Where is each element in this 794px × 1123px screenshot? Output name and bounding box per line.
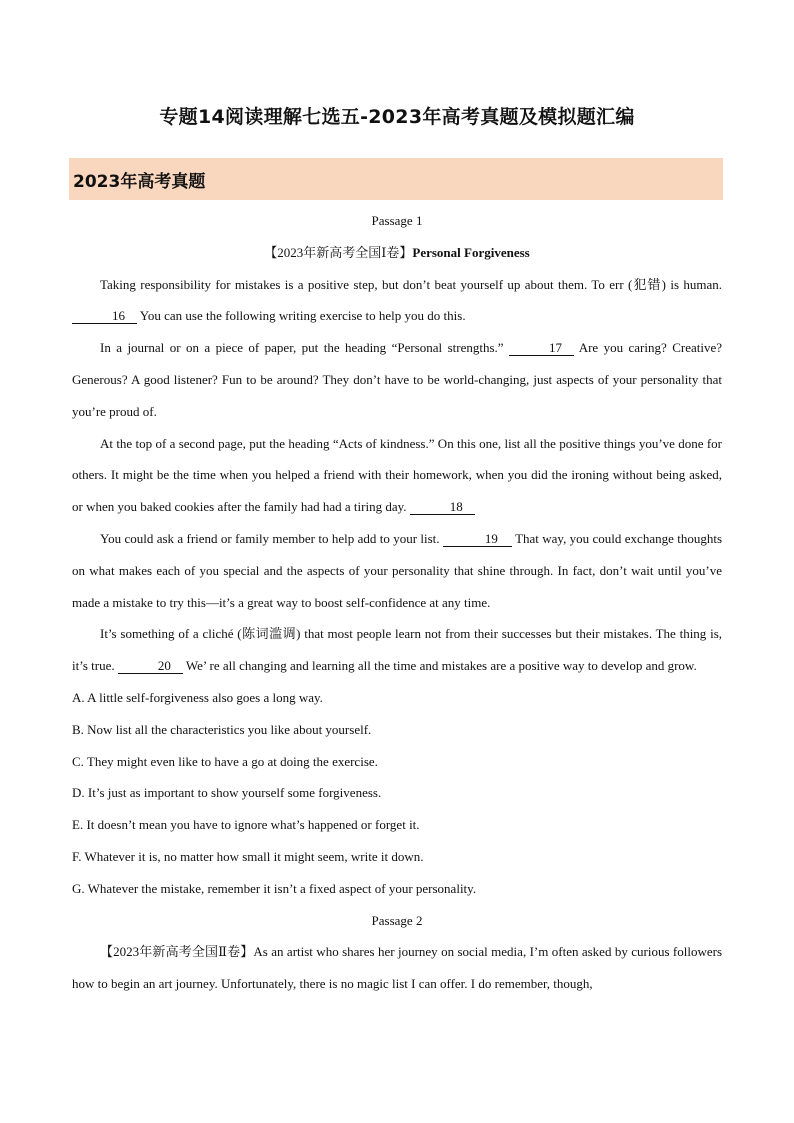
paragraph: Taking responsibility for mistakes is a positive step, but don’t beat yourself up about them. To err (犯错) is human. 16 You can use the following writing exercise to help you do this. bbox=[72, 269, 722, 333]
answer-blank-16: 16 bbox=[72, 309, 137, 324]
answer-blank-20: 20 bbox=[118, 659, 183, 674]
paragraph: 【2023年新高考全国Ⅱ卷】As an artist who shares her journey on social media, I’m often asked by curious followers how to begin an art journey. Unfortunately, there is no magic list I can offer. I do remember, though, bbox=[72, 944, 722, 992]
paragraph: In a journal or on a piece of paper, put the heading “Personal strengths.” 17 Are you caring? Creative? Generous? A good listener? Fun to be around? They don’t have to be world-changing, just aspects of your personality that you’re proud of. bbox=[72, 340, 723, 419]
option-d: D. It’s just as important to show yourself some forgiveness. bbox=[72, 785, 382, 801]
answer-blank-19: 19 bbox=[443, 532, 512, 547]
answer-blank-17: 17 bbox=[509, 341, 574, 356]
passage-1-heading bbox=[72, 237, 722, 269]
paragraph: It’s something of a cliché (陈词滥调) that most people learn not from their successes but their mistakes. The thing is, it’s true. 20 We’ re all changing and learning all the time and mistakes are a positive way to develop and grow. bbox=[72, 626, 722, 674]
document-body bbox=[72, 205, 722, 1000]
option-b: B. Now list all the characteristics you like about yourself. bbox=[72, 721, 372, 737]
option-e: E. It doesn’t mean you have to ignore what’s happened or forget it. bbox=[72, 817, 420, 833]
paragraph: You could ask a friend or family member to help add to your list. 19 That way, you could exchange thoughts on what makes each of you special and the aspects of your personality that shine through. In fact, don’t wait until you’ve made a mistake to try this—it’s a great way to boost self-confidence at any time. bbox=[72, 530, 723, 610]
passage-2-label: Passage 2 bbox=[371, 912, 423, 928]
option-c: C. They might even like to have a go at doing the exercise. bbox=[72, 753, 378, 769]
option-g: G. Whatever the mistake, remember it isn’t a fixed aspect of your personality. bbox=[72, 880, 477, 896]
passage-2-source-tag: 【2023年新高考全国Ⅱ卷】 bbox=[100, 944, 254, 960]
passage-1-label: Passage 1 bbox=[371, 213, 423, 228]
passage-1-source-tag: 【2023年新高考全国Ⅰ卷】 bbox=[264, 244, 413, 260]
document-title: 专题14阅读理解七选五-2023年高考真题及模拟题汇编 bbox=[159, 106, 635, 128]
passage-1-title: Personal Forgiveness bbox=[412, 244, 530, 260]
option-f: F. Whatever it is, no matter how small it might seem, write it down. bbox=[72, 848, 424, 864]
section-heading: 2023年高考真题 bbox=[73, 172, 206, 192]
section-header bbox=[69, 158, 723, 200]
answer-blank-18: 18 bbox=[410, 500, 475, 515]
paragraph: At the top of a second page, put the heading “Acts of kindness.” On this one, list all the positive things you’ve done for others. It might be the time when you helped a friend with their homework, when you did the ironing without being asked, or when you baked cookies after the family had had a tiring day. 18 bbox=[72, 435, 722, 515]
option-a: A. A little self-forgiveness also goes a long way. bbox=[72, 689, 323, 705]
